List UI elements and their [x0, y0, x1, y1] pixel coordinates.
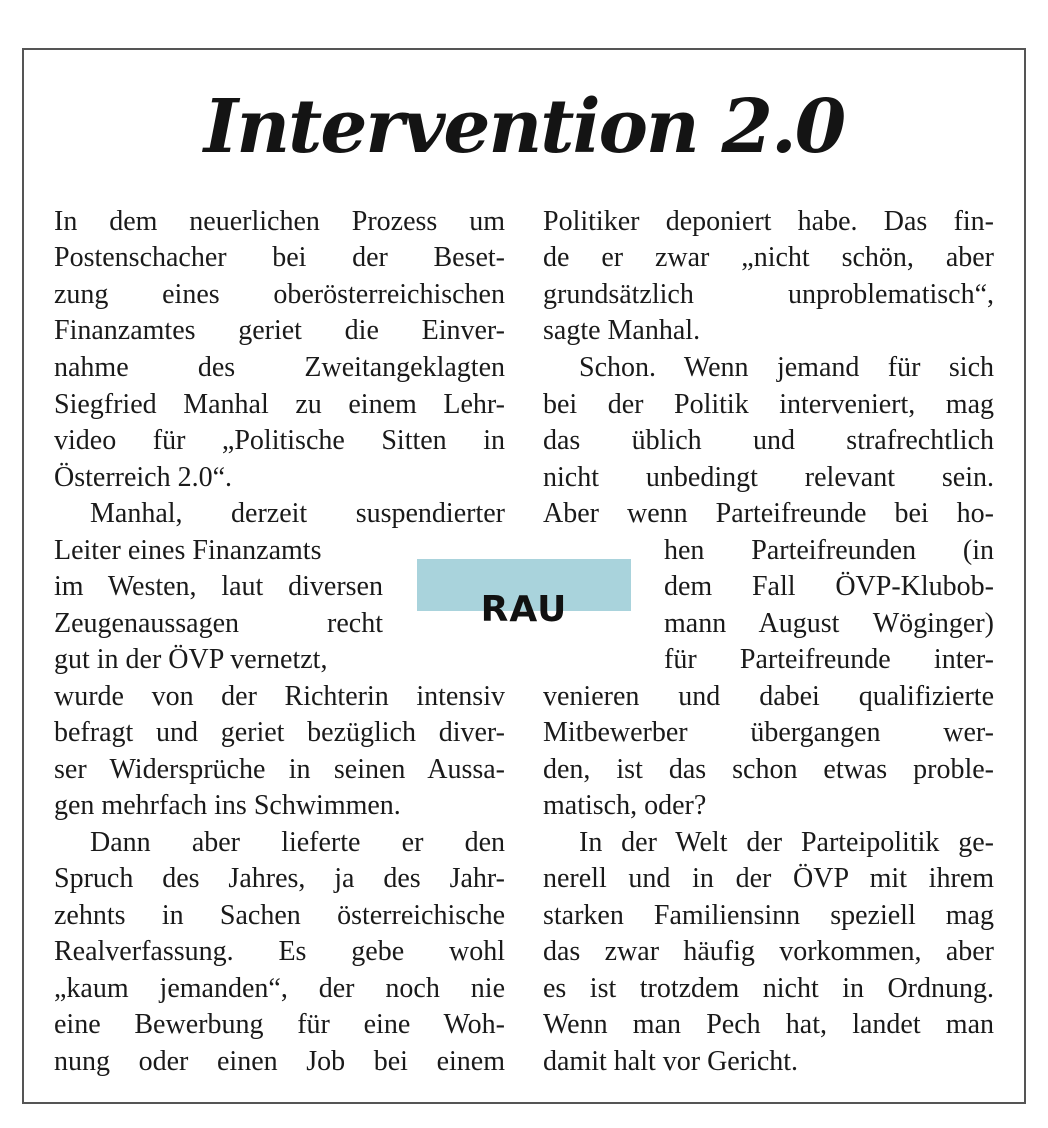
text-line: video für „Politische Sitten in: [54, 425, 505, 456]
headline: Intervention 2.0: [203, 84, 845, 170]
text-line: ser Widersprüche in seinen Aussa-: [54, 754, 505, 785]
text-line: Aber wenn Parteifreunde bei ho-: [543, 498, 994, 529]
text-line: Dann aber lieferte er den: [90, 827, 505, 858]
author-name: RAU: [480, 589, 568, 630]
text-line: das üblich und strafrechtlich: [543, 425, 994, 456]
text-line: das zwar häufig vorkommen, aber: [543, 936, 994, 967]
text-line: wurde von der Richterin intensiv: [54, 681, 505, 712]
text-line: gen mehrfach ins Schwimmen.: [54, 790, 401, 821]
text-line: mann August Wöginger): [664, 608, 994, 639]
text-line: Wenn man Pech hat, landet man: [543, 1009, 994, 1040]
text-line: bei der Politik interveniert, mag: [543, 389, 994, 420]
text-line: damit halt vor Gericht.: [543, 1046, 799, 1077]
text-line: Zeugenaussagen recht: [54, 608, 383, 639]
text-line: sagte Manhal.: [543, 315, 701, 346]
text-line: de er zwar „nicht schön, aber: [543, 242, 994, 273]
text-line: nung oder einen Job bei einem: [54, 1046, 505, 1077]
text-line: Österreich 2.0“.: [54, 462, 233, 493]
text-line: Leiter eines Finanzamts: [54, 535, 322, 566]
text-line: den, ist das schon etwas proble-: [543, 754, 994, 785]
text-line: Manhal, derzeit suspendierter: [90, 498, 505, 529]
text-line: matisch, oder?: [543, 790, 707, 821]
text-line: Postenschacher bei der Beset-: [54, 242, 505, 273]
text-line: Realverfassung. Es gebe wohl: [54, 936, 505, 967]
text-line: In der Welt der Parteipolitik ge-: [579, 827, 994, 858]
text-line: Finanzamtes geriet die Einver-: [54, 315, 505, 346]
text-line: nicht unbedingt relevant sein.: [543, 462, 994, 493]
text-line: gut in der ÖVP vernetzt,: [54, 644, 328, 675]
text-line: In dem neuerlichen Prozess um: [54, 206, 505, 237]
text-line: zung eines oberösterreichischen: [54, 279, 505, 310]
text-line: Mitbewerber übergangen wer-: [543, 717, 994, 748]
text-line: nerell und in der ÖVP mit ihrem: [543, 863, 994, 894]
text-line: im Westen, laut diversen: [54, 571, 383, 602]
text-line: grundsätzlich unproblematisch“,: [543, 279, 994, 310]
text-line: befragt und geriet bezüglich diver-: [54, 717, 505, 748]
text-line: für Parteifreunde inter-: [664, 644, 994, 675]
text-line: eine Bewerbung für eine Woh-: [54, 1009, 505, 1040]
text-line: Siegfried Manhal zu einem Lehr-: [54, 389, 505, 420]
text-line: „kaum jemanden“, der noch nie: [54, 973, 505, 1004]
text-line: starken Familiensinn speziell mag: [543, 900, 994, 931]
text-line: Schon. Wenn jemand für sich: [579, 352, 994, 383]
text-line: es ist trotzdem nicht in Ordnung.: [543, 973, 994, 1004]
text-line: dem Fall ÖVP-Klubob-: [664, 571, 994, 602]
text-line: nahme des Zweitangeklagten: [54, 352, 505, 383]
text-line: Spruch des Jahres, ja des Jahr-: [54, 863, 505, 894]
text-line: Politiker deponiert habe. Das fin-: [543, 206, 994, 237]
text-line: zehnts in Sachen österreichische: [54, 900, 505, 931]
text-line: hen Parteifreunden (in: [664, 535, 994, 566]
text-line: venieren und dabei qualifizierte: [543, 681, 994, 712]
